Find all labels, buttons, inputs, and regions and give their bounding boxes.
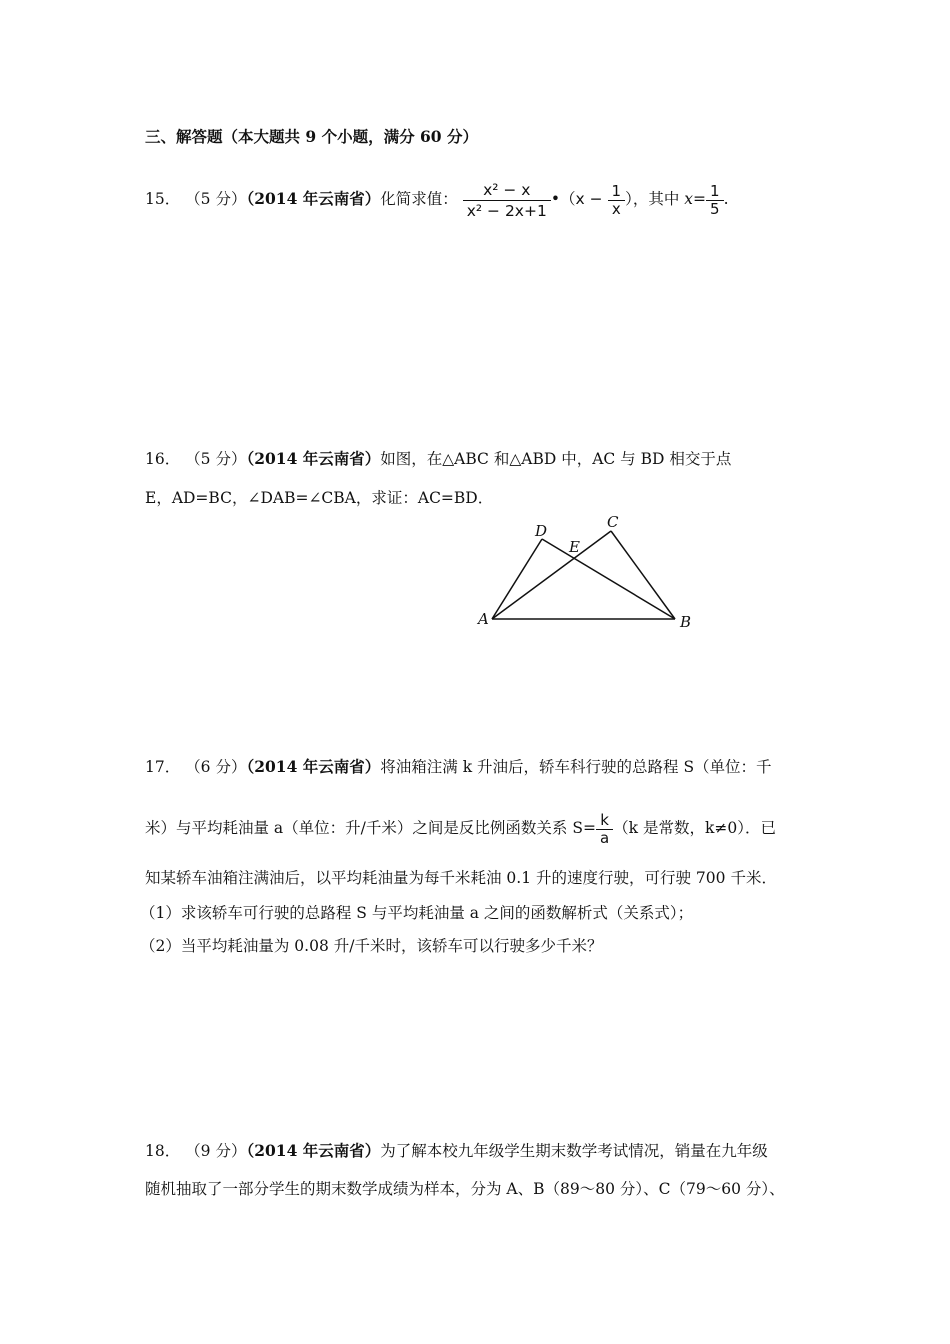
label-b: B — [680, 613, 692, 631]
q15-source: （2014 年云南省） — [246, 189, 381, 208]
q17-subquestion-2: （2）当平均耗油量为 0.08 升/千米时，该轿车可以行驶多少千米？ — [140, 937, 603, 955]
q15-paren-close: ），其中 — [625, 190, 680, 208]
q17-score: （6 分） — [185, 758, 247, 776]
q17-fraction-numerator: k — [596, 812, 613, 830]
q18-line2: 随机抽取了一部分学生的期末数学成绩为样本，分为 A、B（89～80 分）、C（79～60 分）、 — [145, 1180, 785, 1198]
q16-triangle-figure — [470, 510, 710, 635]
q15-value-denominator: 5 — [710, 199, 720, 218]
q17-fraction-denominator: a — [599, 828, 610, 847]
q15-paren-open: （ — [560, 190, 576, 208]
q17-line1: 将油箱注满 k 升油后，轿车科行驶的总路程 S（单位：千 — [380, 758, 772, 776]
section-heading: 三、解答题（本大题共 9 个小题，满分 60 分） — [145, 127, 478, 146]
q15-fraction-numerator: x² − x — [463, 180, 551, 201]
q17-line3: 知某轿车油箱注满油后，以平均耗油量为每千米耗油 0.1 升的速度行驶，可行驶 700 千米． — [145, 869, 777, 887]
q15-main-fraction — [463, 180, 551, 221]
q15-paren-x: x − — [575, 190, 603, 208]
q15-inner-fraction — [608, 183, 626, 218]
segment-cb — [611, 531, 675, 619]
q18-source: （2014 年云南省） — [246, 1141, 381, 1160]
q15-score: （5 分） — [185, 190, 247, 208]
label-e: E — [569, 538, 580, 556]
q17-source: （2014 年云南省） — [246, 757, 381, 776]
label-d: D — [535, 522, 548, 540]
q17-number: 17． — [145, 758, 181, 776]
q15-var-x: x — [684, 190, 694, 208]
q16-number: 16． — [145, 450, 181, 468]
q16-line1: 如图，在△ABC 和△ABD 中，AC 与 BD 相交于点 — [380, 450, 732, 468]
q17-subquestion-1: （1）求该轿车可行驶的总路程 S 与平均耗油量 a 之间的函数解析式（关系式）； — [140, 904, 694, 922]
q17-line2-tail: （k 是常数，k≠0）．已 — [613, 819, 776, 837]
q15-value-numerator: 1 — [706, 183, 724, 201]
q18-line1: 为了解本校九年级学生期末数学考试情况，销量在九年级 — [380, 1142, 768, 1160]
q15-prompt: 化简求值： — [380, 190, 458, 208]
q17-line2 — [145, 806, 776, 850]
q15-inner-denominator: x — [611, 199, 621, 218]
question-17 — [145, 756, 772, 778]
question-15 — [145, 176, 729, 222]
label-a: A — [478, 610, 489, 628]
q15-number: 15． — [145, 190, 181, 208]
q15-inner-numerator: 1 — [608, 183, 626, 201]
q15-dot: • — [550, 190, 560, 208]
q17-fraction — [596, 812, 613, 847]
segment-db — [542, 539, 675, 619]
q18-number: 18． — [145, 1142, 181, 1160]
q17-line2-text: 米）与平均耗油量 a（单位：升/千米）之间是反比例函数关系 S= — [145, 819, 596, 837]
segment-ad — [492, 539, 542, 619]
q16-score: （5 分） — [185, 450, 247, 468]
q16-line2: E，AD=BC，∠DAB=∠CBA，求证：AC=BD． — [145, 489, 494, 507]
q15-value-fraction — [706, 183, 724, 218]
q18-score: （9 分） — [185, 1142, 247, 1160]
q15-end: . — [723, 190, 729, 208]
question-18 — [145, 1140, 768, 1162]
q15-fraction-denominator: x² − 2x+1 — [466, 201, 547, 220]
question-16 — [145, 448, 731, 470]
label-c: C — [607, 513, 619, 531]
q16-source: （2014 年云南省） — [246, 449, 381, 468]
q15-equals: = — [693, 190, 707, 208]
